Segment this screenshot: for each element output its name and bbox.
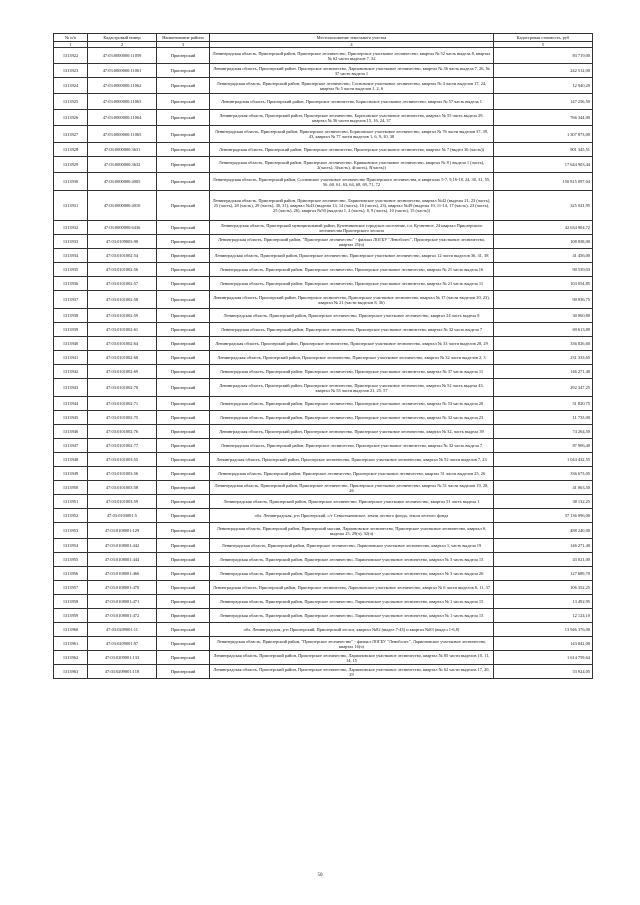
cadastral-number-cell: 47:03:0101002:69 <box>88 365 157 379</box>
district-name-cell: Приозерский <box>157 425 210 439</box>
row-number-cell: 1313936 <box>54 277 88 291</box>
cadastral-value-cell: 336 673,05 <box>494 467 593 481</box>
cadastral-value-cell: 1 307 873,00 <box>494 126 593 143</box>
cadastral-number-cell: 47:03:0108001:472 <box>88 609 157 623</box>
row-number-cell: 1313922 <box>54 48 88 64</box>
row-number-cell: 1313952 <box>54 509 88 523</box>
location-cell: Ленинградская область, Приозерский район, Приозерское лесничество, Ларионовское участковое лесничество, квартал № 85 части выделов 10, 11, 14, 15 <box>210 651 494 665</box>
header-row <box>54 34 593 42</box>
location-cell: Ленинградская область, Приозерский район, Приозерское лесничество, Приозерское участковое лесничество, квартал № 17 (части выделов 20, 23), квартал № 21 (части выделов 8, 36) <box>210 291 494 309</box>
table-row <box>54 235 593 249</box>
location-cell: Ленинградская область, Приозерский район, Приозерское лесничество, Ларионовское участковое лесничество, квартал № 36 часть выдела 7, 26, № 37 часть выдела 1 <box>210 64 494 78</box>
table-row <box>54 365 593 379</box>
location-cell: Ленинградская область, Приозерский район, Приозерское лесничество, Приозерское участковое лесничество, квартал № 33 части выделов 28, 29 <box>210 337 494 351</box>
cadastral-number-cell: 47:03:0209001:97 <box>88 637 157 651</box>
cadastral-value-cell: 30 060,80 <box>494 309 593 323</box>
district-name-cell: Приозерский <box>157 309 210 323</box>
column-number: 1 <box>54 42 88 48</box>
cadastral-number-cell: 47:03:0101002:76 <box>88 425 157 439</box>
cadastral-value-cell: 147 256,50 <box>494 94 593 110</box>
row-number-cell: 1313927 <box>54 126 88 143</box>
cadastral-value-cell: 90 539,03 <box>494 263 593 277</box>
column-number: 5 <box>494 42 593 48</box>
district-name-cell: Приозерский <box>157 263 210 277</box>
cadastral-value-cell: 1 044 432,55 <box>494 453 593 467</box>
cadastral-value-cell: 13 492,95 <box>494 595 593 609</box>
location-cell: Ленинградская область, Приозерский район, Приозерское лесничество, Борисовское участковое лесничество, квартал № 55 часть выдела 29, квартал № 56 части выделов 15, 16, 24, 37 <box>210 110 494 126</box>
cadastral-number-cell: 47:03:0108001:471 <box>88 595 157 609</box>
cadastral-value-cell: 11 733,00 <box>494 411 593 425</box>
table-row <box>54 221 593 235</box>
cadastral-number-cell: 47:03:0101002:70 <box>88 379 157 397</box>
district-name-cell: Приозерский <box>157 78 210 94</box>
row-number-cell: 1313958 <box>54 595 88 609</box>
location-cell: Ленинградская область, Приозерский район, Приозерское лесничество, Приозерское участковое лесничество, квартал № 52 часть выдела 43, квартал № 53 части выделов 21, 25, 57 <box>210 379 494 397</box>
cadastral-number-cell: 47:03:0101002:58 <box>88 291 157 309</box>
cadastral-number-cell: 47:03:0209001:11 <box>88 623 157 637</box>
cadastral-number-cell: 47:03:0000000:11062 <box>88 78 157 94</box>
location-cell: Ленинградская область, Приозерский район, Приозерское лесничество, Ларионовское участковое лесничество, квартал № 6 части выделов 6, 11, 37 <box>210 581 494 595</box>
location-cell: Ленинградская область, Приозерский район, Приозерское лесничество, Ларионовское участковое лесничество, квартал № 1 часть выдела 15 <box>210 595 494 609</box>
row-number-cell: 1313951 <box>54 495 88 509</box>
district-name-cell: Приозерский <box>157 143 210 157</box>
location-cell: Ленинградская область, Приозерский район, Приозерское лесничество, Приозерское участковое лесничество, квартал № 21 часть выдела 11 <box>210 277 494 291</box>
table-row <box>54 411 593 425</box>
table-row <box>54 323 593 337</box>
table-row <box>54 453 593 467</box>
cadastral-number-cell: 47:03:0000000:3631 <box>88 143 157 157</box>
cadastral-value-cell: 12 940,20 <box>494 78 593 94</box>
location-cell: Ленинградская область, Приозерский муниципальный район, Кузнечнинское городское поселение, г.п. Кузнечное, 24 квартал Приозерского лесничества Приозерского лесхоза <box>210 221 494 235</box>
district-name-cell: Приозерский <box>157 439 210 453</box>
district-name-cell: Приозерский <box>157 235 210 249</box>
location-cell: Ленинградская область, Приозерский район, Приозерское лесничество, Ларионовское участковое лесничество, квартал № 1 часть выдела 15 <box>210 609 494 623</box>
table-row <box>54 523 593 539</box>
cadastral-number-cell: 47:03:0101002:61 <box>88 323 157 337</box>
row-number-cell: 1313950 <box>54 481 88 495</box>
row-number-cell: 1313956 <box>54 567 88 581</box>
cadastral-value-cell: 146 271,40 <box>494 539 593 553</box>
cadastral-number-cell: 47:03:0000000:4005 <box>88 173 157 191</box>
row-number-cell: 1313957 <box>54 581 88 595</box>
row-number-cell: 1313938 <box>54 309 88 323</box>
document-page <box>53 33 592 679</box>
column-number: 2 <box>88 42 157 48</box>
cadastral-value-cell: 51 820,75 <box>494 397 593 411</box>
row-number-cell: 1313944 <box>54 397 88 411</box>
cadastral-value-cell: 766 344,00 <box>494 110 593 126</box>
table-row <box>54 351 593 365</box>
location-cell: Ленинградская область, Приозерский район, Приозерское лесничество, Ларионовское участковое лесничество, квартал № 62 части выделов 17, 20, 29 <box>210 665 494 679</box>
column-number: 4 <box>210 42 494 48</box>
cadastral-number-cell: 47:03:0108001:470 <box>88 581 157 595</box>
cadastral-number-cell: 47:03:0209001:133 <box>88 651 157 665</box>
location-cell: Ленинградская область, Приозерский район, Приозерское лесничество, Приозерское участковое лесничество, квартал № 37 часть выдела 11 <box>210 365 494 379</box>
row-number-cell: 1313930 <box>54 173 88 191</box>
cadastral-value-cell: 53 924,05 <box>494 665 593 679</box>
row-number-cell: 1313935 <box>54 263 88 277</box>
table-row <box>54 665 593 679</box>
location-cell: Ленинградская область, Приозерский район, Приозерское лесничество, Приозерское участковое лесничество, квартал 51 части выделов 25, 26 <box>210 467 494 481</box>
location-cell: Ленинградская область, Приозерский район, Приозерское лесничество, Приозерское участковое лесничество, квартал № 53 часть выдела 20 <box>210 397 494 411</box>
location-cell: Ленинградская область, Приозерский район, Приозерское лесничество, Ларионовское участковое лесничество, квартал № 3 часть выдела 26 <box>210 567 494 581</box>
row-number-cell: 1313928 <box>54 143 88 157</box>
location-cell: Ленинградская область, Приозерский район, Приозерское лесничество, Приозерское участковое лесничество, квартал № 32 части выделов 2, 3 <box>210 351 494 365</box>
row-number-cell: 1313955 <box>54 553 88 567</box>
district-name-cell: Приозерский <box>157 609 210 623</box>
district-name-cell: Приозерский <box>157 351 210 365</box>
district-name-cell: Приозерский <box>157 495 210 509</box>
district-name-cell: Приозерский <box>157 277 210 291</box>
district-name-cell: Приозерский <box>157 126 210 143</box>
district-name-cell: Приозерский <box>157 397 210 411</box>
table-row <box>54 309 593 323</box>
row-number-cell: 1313934 <box>54 249 88 263</box>
table-row <box>54 553 593 567</box>
district-name-cell: Приозерский <box>157 623 210 637</box>
cadastral-number-cell: 47:03:0000000:3632 <box>88 157 157 173</box>
row-number-cell: 1313963 <box>54 665 88 679</box>
cadastral-value-cell: 231 333,65 <box>494 351 593 365</box>
cadastral-number-cell: 47:03:0101003:55 <box>88 453 157 467</box>
cadastral-value-cell: 150 815 097,04 <box>494 173 593 191</box>
location-cell: Ленинградская область, Приозерский район, Приозерское лесничество, Приозерское участковое лесничество, квартал № 7 (выдел 36 (часть)) <box>210 143 494 157</box>
row-number-cell: 1313953 <box>54 523 88 539</box>
row-number-cell: 1313923 <box>54 64 88 78</box>
cadastral-number-cell: 47:03:0101002:54 <box>88 249 157 263</box>
table-row <box>54 567 593 581</box>
cadastral-number-cell: 47:03:0101002:71 <box>88 397 157 411</box>
location-cell: Ленинградская область, Приозерский район, Приозерское лесничество, Приозерское участковое лесничество, квартал 12 части выделов 36, 31, 38 <box>210 249 494 263</box>
cadastral-value-cell: 43 021,00 <box>494 553 593 567</box>
table-row <box>54 126 593 143</box>
location-cell: Ленинградская область, Приозерский район, Приозерское лесничество, Приозерское участковое лесничество, квартал № 51 части выделов 19, 20, 26 <box>210 481 494 495</box>
cadastral-value-cell: 37 136 096,00 <box>494 509 593 523</box>
cadastral-value-cell: 38 132,25 <box>494 495 593 509</box>
table-header <box>54 34 593 48</box>
district-name-cell: Приозерский <box>157 173 210 191</box>
cadastral-number-cell: 47:03:0108001:442 <box>88 539 157 553</box>
table-row <box>54 48 593 64</box>
location-cell: Ленинградская область, Приозерский район, Приозерское лесничество, Приозерское участковое лесничество, квартал № 21 часть выдела 16 <box>210 263 494 277</box>
district-name-cell: Приозерский <box>157 157 210 173</box>
table-row <box>54 623 593 637</box>
cadastral-number-cell: 47:03:0101003:59 <box>88 495 157 509</box>
table-row <box>54 157 593 173</box>
cadastral-value-cell: 292 347,25 <box>494 379 593 397</box>
row-number-cell: 1313924 <box>54 78 88 94</box>
cadastral-number-cell: 47:03:0000000:6436 <box>88 221 157 235</box>
table-row <box>54 637 593 651</box>
district-name-cell: Приозерский <box>157 481 210 495</box>
table-row <box>54 337 593 351</box>
cadastral-number-cell: 47:03:0108001:129 <box>88 523 157 539</box>
cadastral-value-cell: 74 264,50 <box>494 425 593 439</box>
cadastral-value-cell: 13 946 376,00 <box>494 623 593 637</box>
cadastral-value-cell: 146 271,40 <box>494 365 593 379</box>
table-row <box>54 609 593 623</box>
row-number-cell: 1313948 <box>54 453 88 467</box>
cadastral-value-cell: 41 063,50 <box>494 481 593 495</box>
district-name-cell: Приозерский <box>157 379 210 397</box>
row-number-cell: 1313961 <box>54 637 88 651</box>
location-cell: Ленинградская область, Приозерский район, Приозерское лесничество, Ларионовское участковое лесничество, квартал 1, часть выдела 19 <box>210 539 494 553</box>
location-cell: Ленинградская область, Приозерский район, Приозерское лесничество, Борисовское участковое лесничество, квартал № 57 часть выдела 1 <box>210 94 494 110</box>
cadastral-value-cell: 1 614 759,64 <box>494 651 593 665</box>
row-number-cell: 1313929 <box>54 157 88 173</box>
table-row <box>54 595 593 609</box>
row-number-cell: 1313946 <box>54 425 88 439</box>
cadastral-value-cell: 41 456,00 <box>494 249 593 263</box>
location-cell: Ленинградская область, Приозерский район, Приозерский массив, Ларионовское лесничество, Приозерское участковое лесничество, квартал 6, выделы 25, 29(ч), 32(ч) <box>210 523 494 539</box>
location-cell: Ленинградская область, Приозерский район, Приозерское лесничество, Приозерское участковое лесничество, квартал 51 часть выдела 1 <box>210 495 494 509</box>
district-name-cell: Приозерский <box>157 539 210 553</box>
district-name-cell: Приозерский <box>157 411 210 425</box>
row-number-cell: 1313937 <box>54 291 88 309</box>
cadastral-number-cell: 47:03:0108001:444 <box>88 553 157 567</box>
district-name-cell: Приозерский <box>157 291 210 309</box>
district-name-cell: Приозерский <box>157 191 210 221</box>
header-cadastral-value: Кадастровая стоимость, руб <box>494 34 593 42</box>
table-row <box>54 94 593 110</box>
cadastral-value-cell: 87 906,40 <box>494 439 593 453</box>
row-number-cell: 1313941 <box>54 351 88 365</box>
district-name-cell: Приозерский <box>157 337 210 351</box>
district-name-cell: Приозерский <box>157 665 210 679</box>
page-number: 50 <box>317 873 323 878</box>
location-cell: Ленинградская область, Приозерский район, "Приозерское лесничество" - филиал ЛОГБУ "Ленобллес", Приозерское участковое лесничество, квартал 25(ч) <box>210 235 494 249</box>
district-name-cell: Приозерский <box>157 581 210 595</box>
location-cell: Ленинградская область, Приозерский район, Приозерское лесничество, Ларионовское участковое лесничество, квартал №42 (выделы 21, 23 (часть), 25 (часть), 28 (часть), 29 (часть), 30, 31), квартал №43 (выделы 13, 14 (часть), 16 (часть), 23), квартал №49 (выделы 10, 11-14, 17 (часть), 23 (часть), 25 (часть), 26), квартал №50 (выделы 1, 2 (часть), 8, 9 (часть), 10 (часть), 15 (часть)) <box>210 191 494 221</box>
district-name-cell: Приозерский <box>157 110 210 126</box>
table-row <box>54 173 593 191</box>
district-name-cell: Приозерский <box>157 467 210 481</box>
table-row <box>54 249 593 263</box>
header-row-number: № п/п <box>54 34 88 42</box>
table-row <box>54 439 593 453</box>
district-name-cell: Приозерский <box>157 48 210 64</box>
row-number-cell: 1313945 <box>54 411 88 425</box>
cadastral-number-cell: 47:03:0101002:59 <box>88 309 157 323</box>
table-row <box>54 467 593 481</box>
table-row <box>54 263 593 277</box>
location-cell: Ленинградская область, Приозерский район, Сосновское участковое лесничество Приозерского лесничества, в кварталах 5-7, 9,16-18, 24, 30, 31, 55, 56 ,60, 61, 63, 64, 68, 69, 71, 72 <box>210 173 494 191</box>
table-row <box>54 581 593 595</box>
cadastral-value-cell: 108 838,00 <box>494 235 593 249</box>
row-number-cell: 1313947 <box>54 439 88 453</box>
cadastral-value-cell: 69 613,80 <box>494 323 593 337</box>
cadastral-number-cell: 47:03:0000000:4010 <box>88 191 157 221</box>
location-cell: Ленинградская область, Приозерский район, Приозерское лесничество, Сосновское участковое лесничество, квартал № 4 части выделов 17, 24, квартал № 5 части выделов 1, 2, 6 <box>210 78 494 94</box>
table-row <box>54 425 593 439</box>
location-cell: Ленинградская область, Приозерский район, Приозерское лесничество, Ларионовское участковое лесничество, квартал № 3 часть выдела 15 <box>210 553 494 567</box>
district-name-cell: Приозерский <box>157 64 210 78</box>
cadastral-number-cell: 47:03:0000000:11061 <box>88 64 157 78</box>
cadastral-number-cell: 47:03:0209001:118 <box>88 665 157 679</box>
row-number-cell: 1313926 <box>54 110 88 126</box>
cadastral-number-cell: 47:03:0101002:68 <box>88 351 157 365</box>
header-district: Наименование района <box>157 34 210 42</box>
row-number-cell: 1313962 <box>54 651 88 665</box>
row-number-cell: 1313931 <box>54 191 88 221</box>
cadastral-value-cell: 103 054,85 <box>494 277 593 291</box>
location-cell: Ленинградская область, Приозерский район, Приозерское лесничество, Приозерское участковое лесничество, квартал № 32 часть выдела 7 <box>210 439 494 453</box>
cadastral-value-cell: 106 352,25 <box>494 581 593 595</box>
district-name-cell: Приозерский <box>157 323 210 337</box>
row-number-cell: 1313954 <box>54 539 88 553</box>
table-row <box>54 277 593 291</box>
district-name-cell: Приозерский <box>157 637 210 651</box>
cadastral-number-cell: 47:03:0109003:90 <box>88 235 157 249</box>
table-row <box>54 78 593 94</box>
cadastral-value-cell: 12 124,10 <box>494 609 593 623</box>
cadastral-number-cell: 47:03:0000000:11065 <box>88 126 157 143</box>
table-row <box>54 64 593 78</box>
cadastral-value-table <box>53 33 593 679</box>
row-number-cell: 1313942 <box>54 365 88 379</box>
row-number-cell: 1313932 <box>54 221 88 235</box>
row-number-cell: 1313933 <box>54 235 88 249</box>
table-row <box>54 191 593 221</box>
cadastral-number-cell: 47:03:0101002:77 <box>88 439 157 453</box>
cadastral-number-cell: 47:03:0101002:75 <box>88 411 157 425</box>
cadastral-number-cell: 47:03:0101002:64 <box>88 337 157 351</box>
table-row <box>54 651 593 665</box>
cadastral-number-cell: 47:03:0000000:11063 <box>88 94 157 110</box>
district-name-cell: Приозерский <box>157 453 210 467</box>
district-name-cell: Приозерский <box>157 365 210 379</box>
district-name-cell: Приозерский <box>157 595 210 609</box>
table-row <box>54 379 593 397</box>
location-cell: Ленинградская область, Приозерский район, Приозерское лесничество, Приозерское участковое лесничество, квартал № 32 часть выдела 7 <box>210 323 494 337</box>
district-name-cell: Приозерский <box>157 509 210 523</box>
cadastral-value-cell: 127 689,70 <box>494 567 593 581</box>
row-number-cell: 1313960 <box>54 623 88 637</box>
cadastral-number-cell: 47:03:0000000:11059 <box>88 48 157 64</box>
table-row <box>54 291 593 309</box>
location-cell: Ленинградская область, Приозерский район, Приозерское лесничество, Борисовское участковое лесничество, квартал № 76 части выделов 37, 39, 43, квартал № 77 части выделов 1, 6, 9, 10, 38 <box>210 126 494 143</box>
cadastral-value-cell: 325 021,95 <box>494 191 593 221</box>
cadastral-value-cell: 488 240,00 <box>494 523 593 539</box>
cadastral-value-cell: 242 512,00 <box>494 64 593 78</box>
district-name-cell: Приозерский <box>157 651 210 665</box>
header-cadastral-number: Кадастровый номер <box>88 34 157 42</box>
column-number: 3 <box>157 42 210 48</box>
location-cell: обл. Ленинградская, р-н Приозерский, с/т Севастьяновское, земли лесного фонда, земли лесного фонда <box>210 509 494 523</box>
table-row <box>54 539 593 553</box>
cadastral-number-cell: 47:03:0108001:466 <box>88 567 157 581</box>
location-cell: Ленинградская область, Приозерский район, Приозерское лесничество, Приозерское участковое лесничество, квартал № 52 часть выдела 8, квартал № 62 части выделов 7, 32 <box>210 48 494 64</box>
table-row <box>54 143 593 157</box>
location-cell: Ленинградская область, Приозерский район, Приозерское лесничество, Приозерское участковое лесничество, квартал № 32 часть выдела 23 <box>210 411 494 425</box>
row-number-cell: 1313959 <box>54 609 88 623</box>
location-cell: обл. Ленинградская, р-н Приозерский, Приозерский лесхоз, квартал №82 (выдел 7-43) и квартал №83 (выдел 1-6,8) <box>210 623 494 637</box>
cadastral-value-cell: 83 719,00 <box>494 48 593 64</box>
table-row <box>54 397 593 411</box>
row-number-cell: 1313939 <box>54 323 88 337</box>
cadastral-number-cell: 47:03:0103001:5 <box>88 509 157 523</box>
district-name-cell: Приозерский <box>157 553 210 567</box>
cadastral-number-cell: 47:03:0101002:57 <box>88 277 157 291</box>
table-row <box>54 110 593 126</box>
row-number-cell: 1313925 <box>54 94 88 110</box>
header-location: Местоположение земельного участка <box>210 34 494 42</box>
cadastral-value-cell: 17 644 903,44 <box>494 157 593 173</box>
district-name-cell: Приозерский <box>157 567 210 581</box>
location-cell: Ленинградская область, Приозерский район, Приозерское лесничество, Приозерское участковое лесничество, квартал № 52 части выделов 7, 23 <box>210 453 494 467</box>
cadastral-value-cell: 901 345,51 <box>494 143 593 157</box>
cadastral-number-cell: 47:03:0101002:56 <box>88 263 157 277</box>
district-name-cell: Приозерский <box>157 94 210 110</box>
district-name-cell: Приозерский <box>157 523 210 539</box>
table-row <box>54 495 593 509</box>
cadastral-value-cell: 42 634 904,72 <box>494 221 593 235</box>
location-cell: Ленинградская область, Приозерский район, "Приозерское лесничество" - филиал ЛОГБУ "Ленобллес", Ларионовское участковое лесничество, квартал 16(ч) <box>210 637 494 651</box>
location-cell: Ленинградская область, Приозерский район, Приозерское лесничество, Приозерское участковое лесничество, квартал № 32, часть выдела 39 <box>210 425 494 439</box>
cadastral-number-cell: 47:03:0101003:56 <box>88 467 157 481</box>
cadastral-number-cell: 47:03:0101003:58 <box>88 481 157 495</box>
district-name-cell: Приозерский <box>157 221 210 235</box>
district-name-cell: Приозерский <box>157 249 210 263</box>
location-cell: Ленинградская область, Приозерский район, Приозерское лесничество, Кривковское участковое лесничество, квартал № 8 ( выдела 1 (часть), 2(часть), 3(часть), 4(часть), 8(часть)) <box>210 157 494 173</box>
cadastral-number-cell: 47:03:0000000:11064 <box>88 110 157 126</box>
row-number-cell: 1313940 <box>54 337 88 351</box>
cadastral-value-cell: 336 826,60 <box>494 337 593 351</box>
location-cell: Ленинградская область, Приозерский район, Приозерское лесничество, Приозерское участковое лесничество, квартал 24 часть выдела 8 <box>210 309 494 323</box>
row-number-cell: 1313943 <box>54 379 88 397</box>
table-row <box>54 481 593 495</box>
cadastral-value-cell: 90 936,75 <box>494 291 593 309</box>
row-number-cell: 1313949 <box>54 467 88 481</box>
cadastral-value-cell: 143 842,00 <box>494 637 593 651</box>
table-row <box>54 509 593 523</box>
table-body <box>54 48 593 679</box>
